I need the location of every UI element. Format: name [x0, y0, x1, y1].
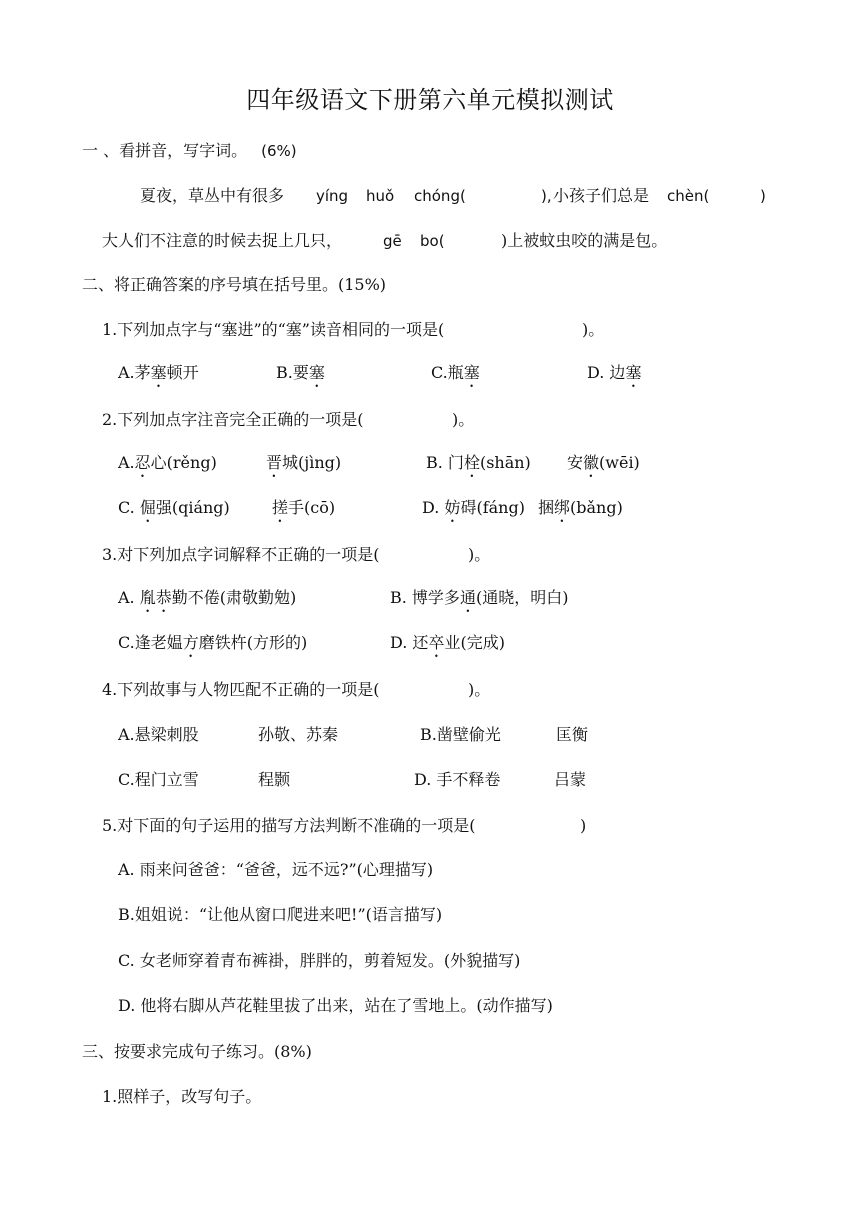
q1-stem: 1.下列加点字与“塞进”的“塞”读音相同的一项是( — [102, 320, 445, 339]
q4-option-c-person: 程颢 — [258, 770, 291, 789]
section-1-heading-text: 一 、看拼音，写字词。 — [82, 141, 248, 160]
q4-option-b-story[interactable]: B.凿壁偷光 — [420, 725, 501, 744]
q2-option-d-1[interactable]: D. 妨碍(fáng) — [422, 498, 525, 517]
q2-option-c-2: 搓手(cō) — [272, 498, 336, 517]
pinyin-chen: chèn( — [667, 187, 710, 205]
q4-stem: 4.下列故事与人物匹配不正确的一项是( — [102, 680, 380, 699]
section-2-heading: 二、将正确答案的序号填在括号里。(15%) — [82, 275, 387, 294]
q4-option-d-story[interactable]: D. 手不释卷 — [414, 770, 501, 789]
pinyin-line-2-lead: 大人们不注意的时候去捉上几只， — [102, 231, 343, 250]
q2-option-a-2: 晋城(jìng) — [266, 453, 342, 472]
q1-stem-end: )。 — [582, 320, 605, 339]
s3-q1-text: 1.照样子，改写句子。 — [102, 1087, 262, 1106]
q5-option-d[interactable]: D. 他将右脚从芦花鞋里拔了出来，站在了雪地上。(动作描写) — [118, 996, 553, 1015]
pinyin-bo: bo( — [420, 232, 445, 250]
q4-option-b-person: 匡衡 — [556, 725, 589, 744]
q3-option-b[interactable]: B. 博学多通(通晓，明白) — [390, 588, 569, 607]
pinyin-ying: yíng — [316, 187, 349, 205]
q3-option-d[interactable]: D. 还卒业(完成) — [390, 633, 505, 652]
q4-option-a-person: 孙敬、苏秦 — [258, 725, 339, 744]
q5-stem-end: ) — [580, 816, 587, 835]
q5-option-a[interactable]: A. 雨来问爸爸：“爸爸，远不远?”(心理描写) — [118, 860, 434, 879]
pinyin-chong: chóng( — [414, 187, 466, 205]
q4-stem-end: )。 — [468, 680, 491, 699]
pinyin-huo: huǒ — [366, 187, 395, 205]
pinyin-ge: gē — [383, 232, 402, 250]
q5-option-b[interactable]: B.姐姐说：“让他从窗口爬进来吧!”(语言描写) — [118, 905, 443, 924]
q1-option-b[interactable]: B.要塞 — [276, 363, 325, 382]
q4-option-a-story[interactable]: A.悬梁刺股 — [118, 725, 199, 744]
q3-option-c[interactable]: C.逢老媪方磨铁杵(方形的) — [118, 633, 308, 652]
q4-option-d-person: 吕蒙 — [554, 770, 587, 789]
section-1-score: (6%) — [261, 142, 297, 160]
q2-option-b-1[interactable]: B. 门栓(shān) — [426, 453, 531, 472]
q4-option-c-story[interactable]: C.程门立雪 — [118, 770, 199, 789]
q3-stem-end: )。 — [468, 545, 491, 564]
q3-option-a[interactable]: A. 胤恭勤不倦(肃敬勤勉) — [118, 588, 297, 607]
q2-option-a-1[interactable]: A.忍心(rěng) — [118, 453, 217, 472]
pinyin-line-1-mid: 小孩子们总是 — [553, 186, 650, 205]
q2-option-d-2: 捆绑(bǎng) — [538, 498, 623, 517]
q2-option-b-2: 安徽(wēi) — [567, 453, 640, 472]
section-3-heading: 三、按要求完成句子练习。(8%) — [82, 1042, 312, 1061]
q1-option-a[interactable]: A.茅塞顿开 — [118, 363, 199, 382]
pinyin-line-1-lead: 夏夜，草丛中有很多 — [140, 186, 285, 205]
q2-stem: 2.下列加点字注音完全正确的一项是( — [102, 410, 364, 429]
q5-stem: 5.对下面的句子运用的描写方法判断不准确的一项是( — [102, 816, 476, 835]
answer-blank-close-1: ), — [541, 187, 552, 205]
section-1-heading — [82, 140, 297, 162]
q2-stem-end: )。 — [452, 410, 475, 429]
q2-option-c-1[interactable]: C. 倔强(qiáng) — [118, 498, 230, 517]
q1-option-c[interactable]: C.瓶塞 — [431, 363, 480, 382]
q5-option-c[interactable]: C. 女老师穿着青布裤褂，胖胖的，剪着短发。(外貌描写) — [118, 951, 521, 970]
page-title: 四年级语文下册第六单元模拟测试 — [246, 86, 614, 114]
pinyin-line-2-tail: )上被蚊虫咬的满是包。 — [501, 231, 668, 250]
q3-stem: 3.对下列加点字词解释不正确的一项是( — [102, 545, 380, 564]
answer-blank-close-2: ) — [760, 187, 766, 205]
q1-option-d[interactable]: D. 边塞 — [587, 363, 642, 382]
